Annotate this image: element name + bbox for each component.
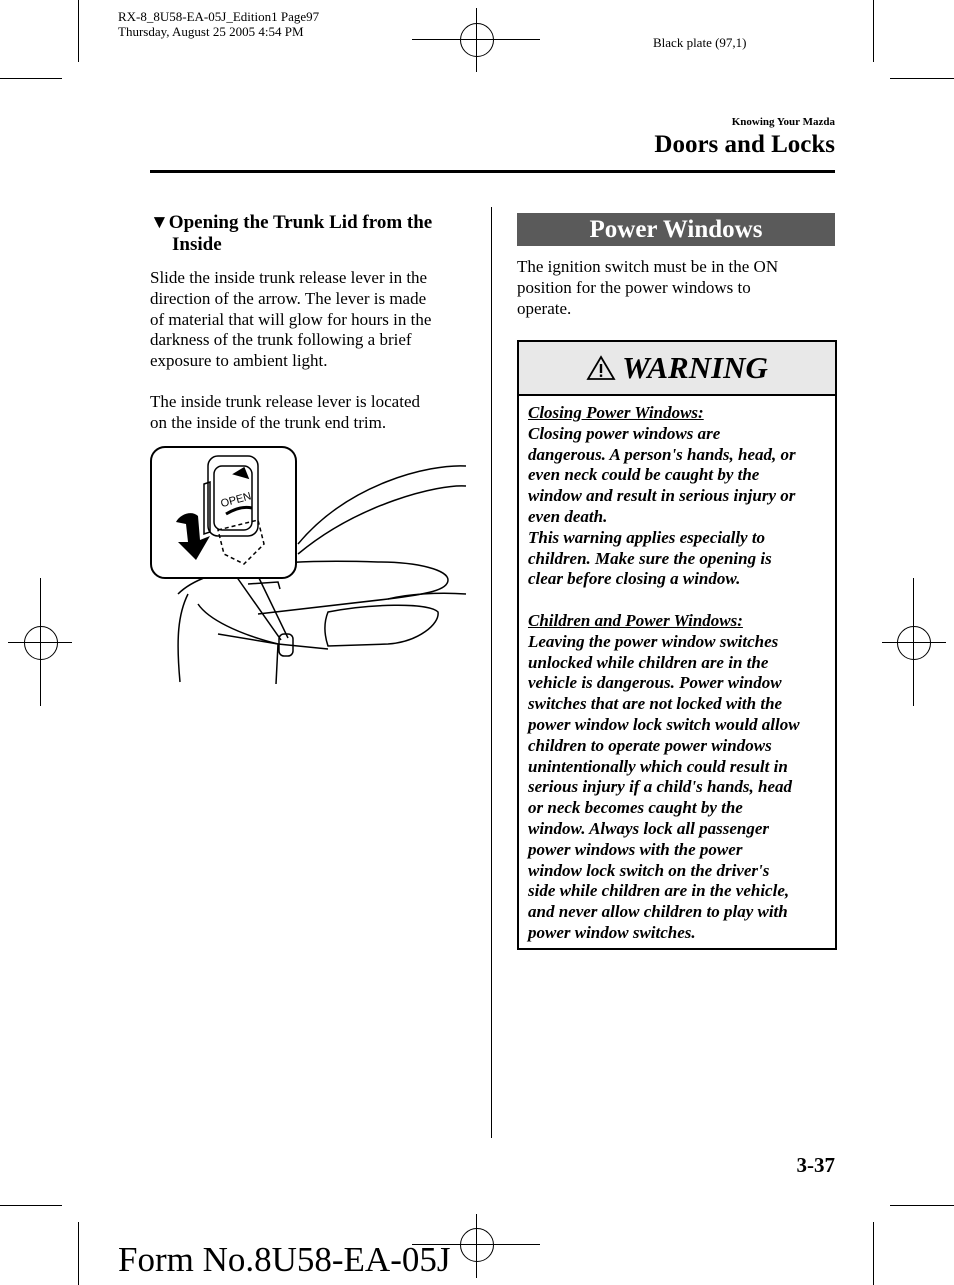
- text-line: even neck could be caught by the: [528, 465, 760, 485]
- text-line: unintentionally which could result in: [528, 756, 788, 776]
- trunk-heading-line1: ▼Opening the Trunk Lid from the: [150, 212, 433, 233]
- text-line: children. Make sure the opening is: [528, 548, 772, 568]
- text-line: darkness of the trunk following a brief: [150, 330, 412, 350]
- warning-block2-title: Children and Power Windows:: [528, 610, 743, 630]
- power-windows-banner: Power Windows: [517, 213, 835, 246]
- trunk-release-illustration: [148, 444, 468, 684]
- print-info: [118, 9, 319, 39]
- power-windows-intro: [517, 257, 835, 319]
- text-line: position for the power windows to: [517, 277, 751, 297]
- text-line: or neck becomes caught by the: [528, 798, 743, 818]
- open-label: OPEN: [219, 490, 253, 511]
- text-line: The inside trunk release lever is located: [150, 392, 420, 411]
- warning-body: [519, 396, 835, 944]
- text-line: switches that are not locked with the: [528, 694, 783, 714]
- text-line: and never allow children to play with: [528, 902, 788, 922]
- text-line: vehicle is dangerous. Power window: [528, 673, 782, 693]
- text-line: dangerous. A person's hands, head, or: [528, 444, 796, 464]
- page-title: Doors and Locks: [654, 131, 835, 158]
- column-divider: [491, 207, 492, 1138]
- text-line: power window lock switch would allow: [528, 714, 800, 734]
- page-number: 3-37: [796, 1153, 835, 1177]
- text-line: children to operate power windows: [528, 735, 772, 755]
- text-line: unlocked while children are in the: [528, 652, 769, 672]
- chapter-label: Knowing Your Mazda: [731, 116, 835, 128]
- text-line: Closing power windows are: [528, 423, 721, 443]
- text-line: This warning applies especially to: [528, 527, 766, 547]
- text-line: Slide the inside trunk release lever in the: [150, 268, 428, 287]
- warning-header: [519, 342, 835, 396]
- text-line: window and result in serious injury or: [528, 486, 796, 506]
- header-rule: [150, 170, 835, 173]
- warning-triangle-icon: [586, 355, 616, 381]
- text-line: power window switches.: [528, 922, 696, 942]
- warning-block1-title: Closing Power Windows:: [528, 403, 704, 422]
- print-info-line2: Thursday, August 25 2005 4:54 PM: [118, 24, 304, 39]
- text-line: even death.: [528, 506, 608, 526]
- text-line: serious injury if a child's hands, head: [528, 777, 793, 797]
- plate-label: Black plate (97,1): [653, 35, 747, 50]
- text-line: window lock switch on the driver's: [528, 860, 770, 880]
- text-line: The ignition switch must be in the ON: [517, 257, 779, 276]
- text-line: on the inside of the trunk end trim.: [150, 412, 387, 432]
- trunk-paragraph-2: [150, 392, 480, 434]
- trunk-heading-line2: Inside: [172, 234, 222, 255]
- text-line: of material that will glow for hours in the: [150, 309, 432, 329]
- text-line: window. Always lock all passenger: [528, 818, 770, 838]
- text-line: exposure to ambient light.: [150, 351, 328, 371]
- text-line: side while children are in the vehicle,: [528, 881, 790, 901]
- text-line: clear before closing a window.: [528, 569, 741, 589]
- trunk-paragraph-1: [150, 268, 480, 372]
- print-info-line1: RX-8_8U58-EA-05J_Edition1 Page97: [118, 9, 320, 24]
- text-line: power windows with the power: [528, 839, 743, 859]
- text-line: operate.: [517, 298, 572, 318]
- warning-box: [517, 340, 837, 950]
- warning-title: WARNING: [622, 350, 768, 385]
- trunk-heading: [150, 212, 480, 256]
- text-line: direction of the arrow. The lever is made: [150, 288, 427, 308]
- text-line: Leaving the power window switches: [528, 631, 779, 651]
- form-number: Form No.8U58-EA-05J: [118, 1240, 451, 1279]
